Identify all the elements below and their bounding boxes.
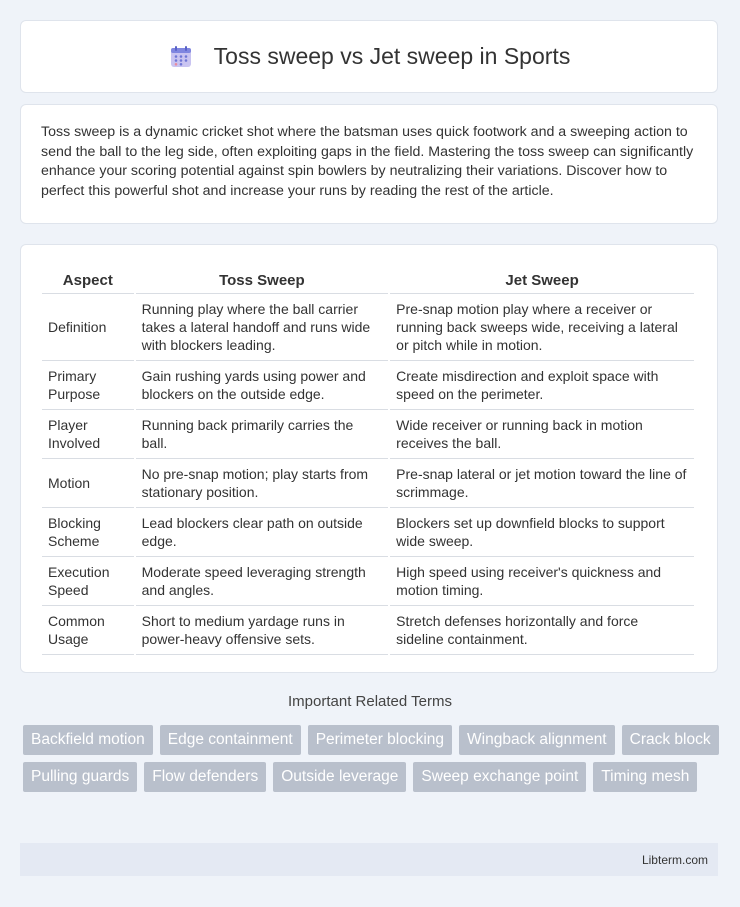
intro-text: Toss sweep is a dynamic cricket shot where the batsman uses quick footwork and a sweeping action to send the ball to the leg side, often exploiting gaps in the field. Mastering the toss sweep can significantly enhance your scoring potential against spin bowlers by neutralizing their variations. Discover how to perfect this powerful shot and increase your runs by reading the rest of the article. — [41, 124, 694, 199]
calendar-icon — [168, 44, 194, 70]
header-card — [20, 20, 718, 93]
toss-sweep-cell: Gain rushing yards using power and blockers on the outside edge. — [136, 361, 389, 410]
jet-sweep-cell: High speed using receiver's quickness and motion timing. — [390, 557, 694, 606]
table-row — [42, 459, 694, 508]
table-row — [42, 361, 694, 410]
tag-outside-leverage[interactable]: Outside leverage — [273, 762, 406, 792]
aspect-cell: Common Usage — [42, 606, 134, 655]
table-row — [42, 557, 694, 606]
header-toss-sweep: Toss Sweep — [136, 263, 389, 294]
related-terms-title: Important Related Terms — [288, 693, 452, 710]
toss-sweep-cell: Running back primarily carries the ball. — [136, 410, 389, 459]
tag-backfield-motion[interactable]: Backfield motion — [23, 725, 153, 755]
aspect-cell: Definition — [42, 294, 134, 361]
toss-sweep-cell: No pre-snap motion; play starts from stationary position. — [136, 459, 389, 508]
table-row — [42, 410, 694, 459]
aspect-cell: Blocking Scheme — [42, 508, 134, 557]
tag-perimeter-blocking[interactable]: Perimeter blocking — [308, 725, 452, 755]
toss-sweep-cell: Moderate speed leveraging strength and angles. — [136, 557, 389, 606]
table-row — [42, 294, 694, 361]
footer — [20, 843, 718, 876]
comparison-table-card — [20, 244, 718, 673]
tag-flow-defenders[interactable]: Flow defenders — [144, 762, 266, 792]
header-aspect: Aspect — [42, 263, 134, 294]
table-row — [42, 508, 694, 557]
toss-sweep-cell: Short to medium yardage runs in power-heavy offensive sets. — [136, 606, 389, 655]
intro-card — [20, 104, 718, 224]
jet-sweep-cell: Wide receiver or running back in motion receives the ball. — [390, 410, 694, 459]
tag-edge-containment[interactable]: Edge containment — [160, 725, 301, 755]
jet-sweep-cell: Pre-snap motion play where a receiver or running back sweeps wide, receiving a lateral or pitch while in motion. — [390, 294, 694, 361]
aspect-cell: Execution Speed — [42, 557, 134, 606]
related-terms-tags — [23, 725, 723, 792]
toss-sweep-cell: Lead blockers clear path on outside edge. — [136, 508, 389, 557]
aspect-cell: Player Involved — [42, 410, 134, 459]
jet-sweep-cell: Pre-snap lateral or jet motion toward the line of scrimmage. — [390, 459, 694, 508]
jet-sweep-cell: Create misdirection and exploit space with speed on the perimeter. — [390, 361, 694, 410]
aspect-cell: Primary Purpose — [42, 361, 134, 410]
title-wrap — [168, 43, 571, 70]
tag-pulling-guards[interactable]: Pulling guards — [23, 762, 137, 792]
footer-site-link[interactable]: Libterm.com — [641, 852, 708, 867]
comparison-table — [40, 263, 696, 655]
toss-sweep-cell: Running play where the ball carrier takes a lateral handoff and runs wide with blockers leading. — [136, 294, 389, 361]
tag-timing-mesh[interactable]: Timing mesh — [593, 762, 697, 792]
tag-sweep-exchange-point[interactable]: Sweep exchange point — [413, 762, 586, 792]
page-title: Toss sweep vs Jet sweep in Sports — [213, 43, 571, 69]
tag-crack-block[interactable]: Crack block — [622, 725, 719, 755]
tag-wingback-alignment[interactable]: Wingback alignment — [459, 725, 615, 755]
jet-sweep-cell: Stretch defenses horizontally and force sideline containment. — [390, 606, 694, 655]
table-header-row — [42, 263, 694, 294]
table-row — [42, 606, 694, 655]
header-jet-sweep: Jet Sweep — [390, 263, 694, 294]
jet-sweep-cell: Blockers set up downfield blocks to support wide sweep. — [390, 508, 694, 557]
aspect-cell: Motion — [42, 459, 134, 508]
